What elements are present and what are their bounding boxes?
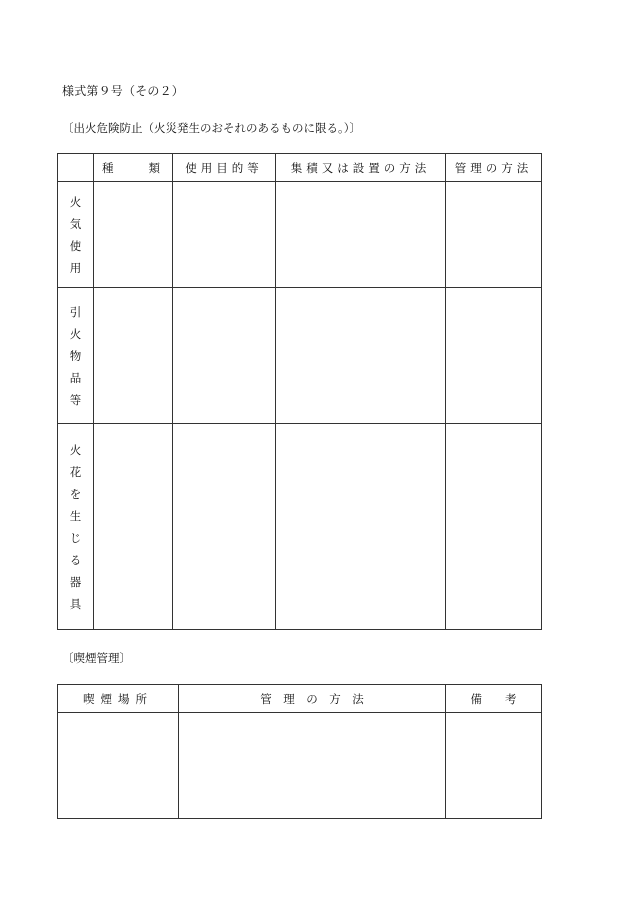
header-smoking-area: 喫煙場所 [58, 685, 179, 713]
row-label-flammables: 引火物品等 [58, 288, 94, 424]
cell-input[interactable] [276, 288, 446, 424]
cell-input[interactable] [179, 713, 446, 819]
table-header-row [58, 685, 542, 713]
section-title-fire-prevention: 〔出火危険防止（火災発生のおそれのあるものに限る。）〕 [62, 121, 361, 135]
cell-input[interactable] [446, 424, 542, 630]
smoking-management-table [57, 684, 542, 819]
cell-input[interactable] [173, 288, 276, 424]
cell-input[interactable] [94, 424, 173, 630]
cell-input[interactable] [446, 182, 542, 288]
table-row [58, 713, 542, 819]
cell-input[interactable] [446, 288, 542, 424]
fire-prevention-table [57, 153, 542, 630]
table-row [58, 424, 542, 630]
cell-input[interactable] [173, 182, 276, 288]
header-purpose: 使用目的等 [173, 154, 276, 182]
header-management-method: 管理の方法 [446, 154, 542, 182]
header-remarks: 備 考 [446, 685, 542, 713]
header-type: 種 類 [94, 154, 173, 182]
cell-input[interactable] [173, 424, 276, 630]
cell-input[interactable] [58, 713, 179, 819]
header-storage-method: 集積又は設置の方法 [276, 154, 446, 182]
form-title: 様式第９号（その２） [62, 84, 185, 98]
cell-input[interactable] [276, 424, 446, 630]
table-header-row [58, 154, 542, 182]
section-title-smoking-management: 〔喫煙管理〕 [62, 651, 131, 665]
cell-input[interactable] [94, 182, 173, 288]
cell-input[interactable] [446, 713, 542, 819]
cell-input[interactable] [276, 182, 446, 288]
cell-input[interactable] [94, 288, 173, 424]
table-row [58, 182, 542, 288]
header-blank [58, 154, 94, 182]
header-management-method: 管 理 の 方 法 [179, 685, 446, 713]
row-label-spark-devices: 火花を生じる器具 [58, 424, 94, 630]
table-row [58, 288, 542, 424]
row-label-fire-use: 火気使用 [58, 182, 94, 288]
